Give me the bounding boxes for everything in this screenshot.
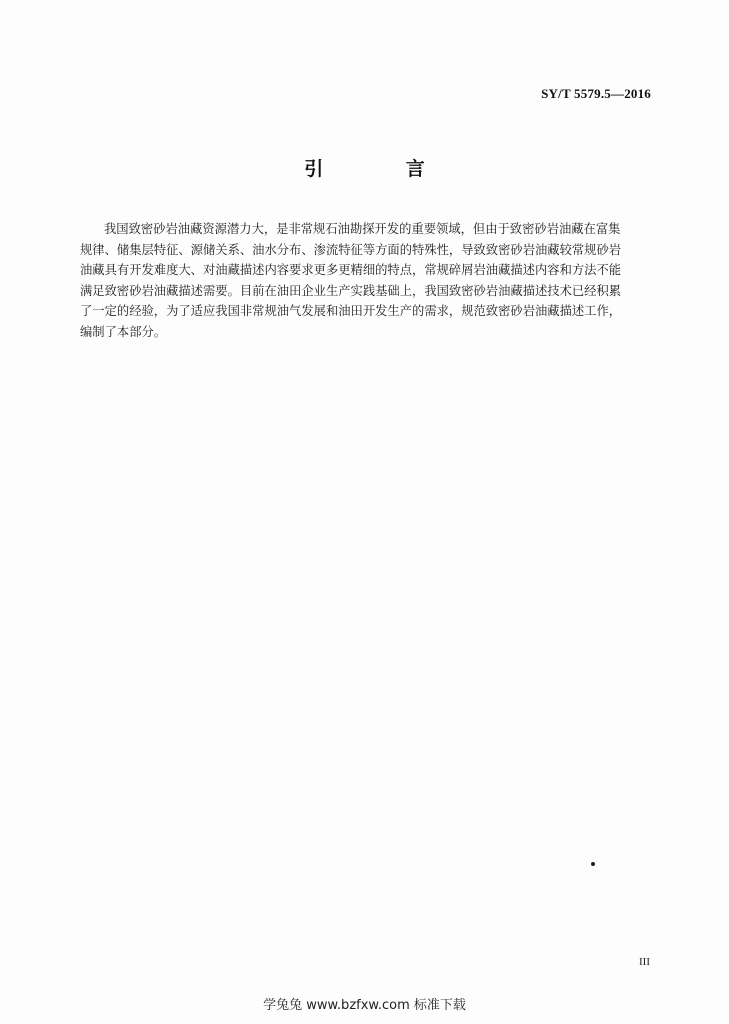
paragraph-line: 满足致密砂岩油藏描述需要。目前在油田企业生产实践基础上，我国致密砂岩油藏描述技术已经积累 — [80, 283, 622, 298]
body-paragraph — [80, 219, 656, 343]
paragraph-line: 我国致密砂岩油藏资源潜力大，是非常规石油勘探开发的重要领域，但由于致密砂岩油藏在富集 — [104, 222, 621, 236]
paragraph-line: 了一定的经验，为了适应我国非常规油气发展和油田开发生产的需求，规范致密砂岩油藏描述工作， — [80, 304, 622, 319]
paragraph-line: 编制了本部分。 — [80, 324, 167, 339]
scan-dot-mark — [591, 862, 595, 866]
paragraph-line: 规律、储集层特征、源储关系、油水分布、渗流特征等方面的特殊性，导致致密砂岩油藏较常规砂岩 — [80, 242, 622, 257]
paragraph-line: 油藏具有开发难度大、对油藏描述内容要求更多更精细的特点，常规碎屑岩油藏描述内容和方法不能 — [80, 263, 622, 278]
page-number: III — [639, 956, 650, 968]
watermark-footer: 学兔兔 www.bzfxw.com 标准下载 — [263, 998, 466, 1013]
standard-code: SY/T 5579.5—2016 — [541, 86, 651, 101]
section-title: 引 言 — [304, 158, 463, 180]
